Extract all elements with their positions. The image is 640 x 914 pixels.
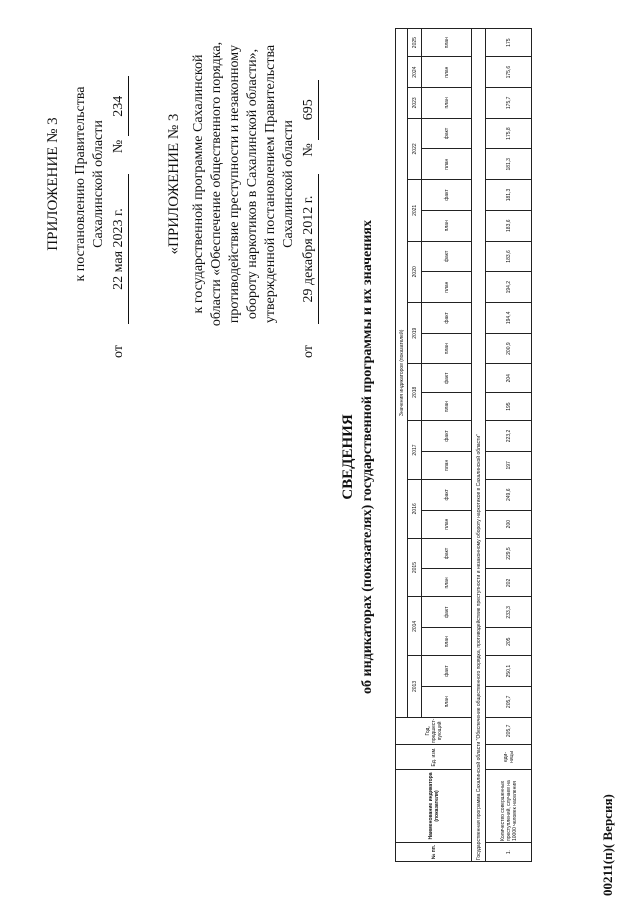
header-fact: факт [422, 538, 472, 569]
header-fact: факт [422, 118, 472, 149]
appendix-orig-date-line [300, 28, 319, 358]
header-year: 2014 [408, 597, 422, 656]
header-plan: план [422, 333, 472, 364]
appendix-top-date: 22 мая 2023 г. [110, 174, 129, 324]
row-value: 195 [486, 393, 532, 421]
header-plan: план [422, 628, 472, 656]
row-value: 205 [486, 628, 532, 656]
appendix-top-date-line [110, 28, 129, 358]
appendix-top-ot: от [111, 345, 126, 358]
document-code: 00211(п)( Версия) [600, 794, 615, 896]
row-value: 194,2 [486, 272, 532, 303]
row-value: 205,7 [486, 686, 532, 717]
appendix-orig-line3: противодействие преступности и незаконному [227, 44, 242, 324]
section-row [472, 29, 486, 862]
header-fact: факт [422, 421, 472, 452]
row-value: 229,5 [486, 538, 532, 569]
row-value: 175 [486, 29, 532, 57]
row-value: 197 [486, 451, 532, 479]
header-fact: факт [422, 241, 472, 272]
header-year: 2024 [408, 57, 422, 88]
header-year: 2017 [408, 421, 422, 480]
appendix-orig-line2: области «Обеспечение общественного порядка, [209, 41, 224, 327]
row-value: 175,7 [486, 87, 532, 118]
row-value: 183,6 [486, 241, 532, 272]
row-value: 181,3 [486, 180, 532, 211]
header-col-unit: Ед. изм. [396, 745, 472, 770]
header-year: 2019 [408, 303, 422, 364]
header-fact: факт [422, 180, 472, 211]
header-col-base: Год, предшест-вующий [396, 717, 472, 744]
header-fact: факт [422, 303, 472, 334]
header-values: Значения индикаторов (показателей) [396, 29, 408, 718]
header-plan: план [422, 569, 472, 597]
row-value: 183,6 [486, 210, 532, 241]
row-value: 181,3 [486, 149, 532, 180]
header-plan: план [422, 510, 472, 538]
row-unit: еди-ницы [486, 745, 532, 770]
header-plan: план [422, 57, 472, 88]
row-value: 175,6 [486, 57, 532, 88]
header-plan: план [422, 87, 472, 118]
table-row [486, 29, 532, 862]
header-row-values [396, 29, 408, 862]
header-col-name: Наименование индикатора (показателя) [396, 770, 472, 843]
section-row-text: Государственная программа Сахалинской области "Обеспечение общественного порядка, противодействие преступности и незаконному обороту наркотиков в Сахалинской области" [472, 29, 486, 862]
header-year: 2022 [408, 118, 422, 179]
header-fact: факт [422, 597, 472, 628]
row-no: 1. [486, 843, 532, 862]
row-value: 223,2 [486, 421, 532, 452]
appendix-top-number: 234 [110, 76, 129, 136]
row-value: 200,9 [486, 333, 532, 364]
header-plan: план [422, 210, 472, 241]
header-year: 2021 [408, 180, 422, 241]
row-value: 233,3 [486, 597, 532, 628]
appendix-orig-line4: обороту наркотиков в Сахалинской области», [245, 48, 260, 320]
indicators-table [395, 28, 532, 862]
appendix-orig-date: 29 декабря 2012 г. [300, 174, 319, 324]
appendix-top-title: ПРИЛОЖЕНИЕ № 3 [45, 117, 61, 251]
header-year: 2016 [408, 479, 422, 538]
header-year: 2025 [408, 29, 422, 57]
appendix-orig-line1: к государственной программе Сахалинской [191, 54, 206, 314]
row-value: 249,6 [486, 479, 532, 510]
appendix-orig-line6: Сахалинской области [281, 120, 296, 248]
appendix-orig-line5: утвержденной постановлением Правительства [263, 44, 278, 324]
header-year: 2015 [408, 538, 422, 597]
header-year: 2023 [408, 87, 422, 118]
row-value: 175,8 [486, 118, 532, 149]
header-year: 2020 [408, 241, 422, 302]
appendix-orig-ot: от [301, 345, 316, 358]
appendix-top-line2: Сахалинской области [91, 120, 106, 248]
document-subtitle: об индикаторах (показателях) государственной программы и их значениях [360, 220, 375, 694]
header-plan: план [422, 686, 472, 717]
row-name: Количество совершенных преступлений, случаев на 10000 человек населения [486, 770, 532, 843]
appendix-top-line1: к постановлению Правительства [73, 86, 88, 282]
row-value: 250,1 [486, 656, 532, 687]
header-plan: план [422, 272, 472, 303]
header-fact: факт [422, 479, 472, 510]
header-plan: план [422, 29, 472, 57]
row-value: 202 [486, 569, 532, 597]
row-value: 200 [486, 510, 532, 538]
appendix-top-no: № [111, 139, 126, 154]
header-plan: план [422, 149, 472, 180]
row-value: 204 [486, 364, 532, 393]
appendix-orig-no: № [301, 143, 316, 157]
header-fact: факт [422, 364, 472, 393]
header-year: 2013 [408, 656, 422, 717]
row-base: 205,7 [486, 717, 532, 744]
header-plan: план [422, 451, 472, 479]
header-fact: факт [422, 656, 472, 687]
appendix-orig-title: «ПРИЛОЖЕНИЕ № 3 [166, 113, 182, 255]
row-value: 194,4 [486, 303, 532, 334]
appendix-orig-number: 695 [300, 80, 319, 140]
document-title: СВЕДЕНИЯ [340, 414, 356, 500]
header-plan: план [422, 393, 472, 421]
header-year: 2018 [408, 364, 422, 421]
header-col-no: № пп. [396, 843, 472, 862]
